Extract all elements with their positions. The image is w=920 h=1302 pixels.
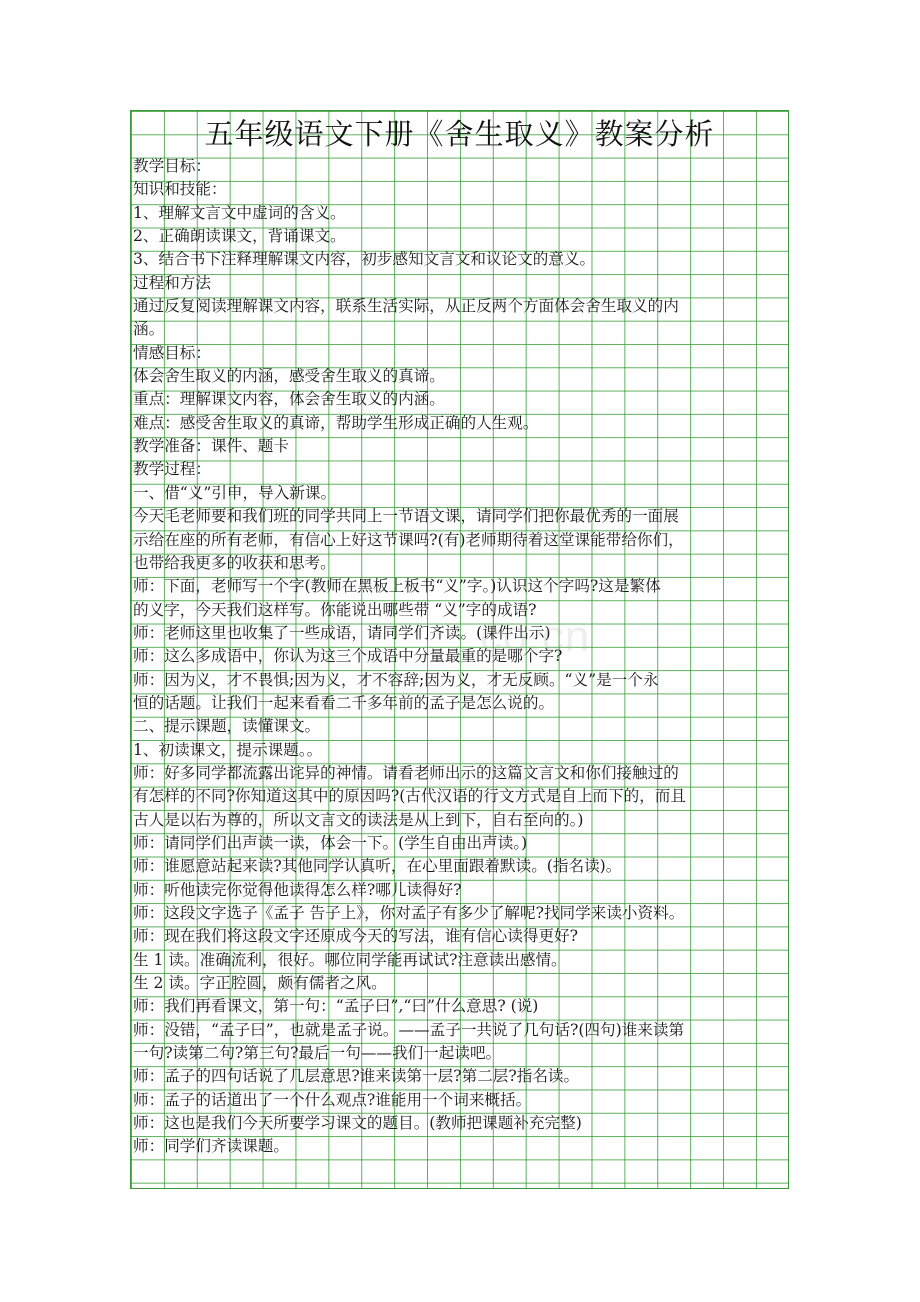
text-line: 师：这也是我们今天所要学习课文的题目。(教师把课题补充完整) bbox=[133, 1114, 582, 1133]
text-line: 师：好多同学都流露出诧异的神情。请看老师出示的这篇文言文和你们接触过的 bbox=[133, 763, 679, 782]
text-line: 有怎样的不同?你知道这其中的原因吗?(古代汉语的行文方式是自上而下的，而且 bbox=[133, 787, 686, 806]
text-line: 教学过程： bbox=[133, 460, 211, 479]
text-line: 师：下面，老师写一个字(教师在黑板上板书“义”字。)认识这个字吗?这是繁体 bbox=[133, 577, 661, 596]
text-line: 通过反复阅读理解课文内容，联系生活实际，从正反两个方面体会舍生取义的内 bbox=[133, 297, 679, 316]
text-line: 情感目标： bbox=[133, 343, 211, 362]
text-line: 体会舍生取义的内涵，感受舍生取义的真谛。 bbox=[133, 367, 445, 386]
text-line: 教学目标： bbox=[133, 157, 211, 175]
text-line: 教学准备：课件、题卡 bbox=[133, 437, 289, 456]
text-line: 恒的话题。让我们一起来看看二千多年前的孟子是怎么说的。 bbox=[133, 693, 555, 712]
grid-paper bbox=[130, 110, 789, 1189]
watermark: co.cn bbox=[480, 612, 591, 661]
text-line: 2、正确朗读课文，背诵课文。 bbox=[133, 227, 346, 246]
text-line: 师：这么多成语中，你认为这三个成语中分量最重的是哪个字? bbox=[133, 647, 563, 666]
text-line: 难点：感受舍生取义的真谛，帮助学生形成正确的人生观。 bbox=[133, 413, 539, 432]
text-line: 师：孟子的四句话说了几层意思?谁来读第一层?第二层?指名读。 bbox=[133, 1067, 580, 1086]
text-line: 师：请同学们出声读一读，体会一下。(学生自由出声读。) bbox=[133, 833, 528, 852]
text-line: 一句?读第二句?第三句?最后一句——我们一起读吧。 bbox=[133, 1044, 502, 1063]
text-line: 师：这段文字选子《孟子 告子上》，你对孟子有多少了解呢?找同学来读小资料。 bbox=[133, 904, 685, 922]
text-line: 的义字，今天我们这样写。你能说出哪些带 “义”字的成语? bbox=[133, 600, 537, 619]
text-line: 师：因为义，才不畏惧;因为义，才不容辞;因为义，才无反顾。“义”是一个永 bbox=[133, 670, 659, 689]
text-line: 一、借“义”引申，导入新课。 bbox=[133, 483, 337, 502]
text-line: 师：我们再看课文，第一句：“孟子曰”,“曰”什么意思? (说) bbox=[133, 997, 539, 1016]
text-line: 师：现在我们将这段文字还原成今天的写法，谁有信心读得更好? bbox=[133, 927, 578, 946]
text-line: 也带给我更多的收获和思考。 bbox=[133, 553, 336, 572]
text-line: 古人是以右为尊的，所以文言文的读法是从上到下，自右至向的。) bbox=[133, 810, 584, 829]
text-line: 过程和方法 bbox=[133, 273, 211, 292]
text-line: 师：没错，“孟子曰”，也就是孟子说。——孟子一共说了几句话?(四句)谁来读第 bbox=[133, 1020, 685, 1039]
document-title: 五年级语文下册《舍生取义》教案分析 bbox=[204, 117, 715, 151]
text-line: 师：老师这里也收集了一些成语，请同学们齐读。(课件出示) bbox=[133, 623, 551, 642]
text-line: 今天毛老师要和我们班的同学共同上一节语文课，请同学们把你最优秀的一面展 bbox=[133, 507, 679, 526]
document-body bbox=[133, 155, 788, 1159]
text-line: 1、理解文言文中虚词的含义。 bbox=[133, 203, 346, 222]
text-line: 师：听他读完你觉得他读得怎么样?哪儿读得好? bbox=[133, 880, 462, 899]
text-line: 知识和技能： bbox=[133, 180, 227, 199]
text-line: 重点：理解课文内容，体会舍生取义的内涵。 bbox=[133, 390, 445, 409]
text-line: 生 2 读。字正腔圆，颇有儒者之风。 bbox=[133, 974, 387, 993]
text-line: 师：谁愿意站起来读?其他同学认真听，在心里面跟着默读。(指名读)。 bbox=[133, 857, 622, 876]
text-line: 示给在座的所有老师，有信心上好这节课吗?(有)老师期待着这堂课能带给你们， bbox=[133, 530, 684, 549]
text-line: 二、提示课题，读懂课文。 bbox=[133, 717, 321, 736]
text-line: 生 1 读。准确流利，很好。哪位同学能再试试?注意读出感情。 bbox=[133, 950, 567, 969]
text-line: 3、结合书下注释理解课文内容，初步感知文言文和议论文的意义。 bbox=[133, 250, 596, 269]
text-line: 1、初读课文，提示课题。。 bbox=[133, 740, 323, 759]
text-line: 师：孟子的话道出了一个什么观点?谁能用一个词来概括。 bbox=[133, 1090, 532, 1109]
text-line: 涵。 bbox=[133, 320, 165, 339]
text-line: 师：同学们齐读课题。 bbox=[133, 1137, 289, 1156]
